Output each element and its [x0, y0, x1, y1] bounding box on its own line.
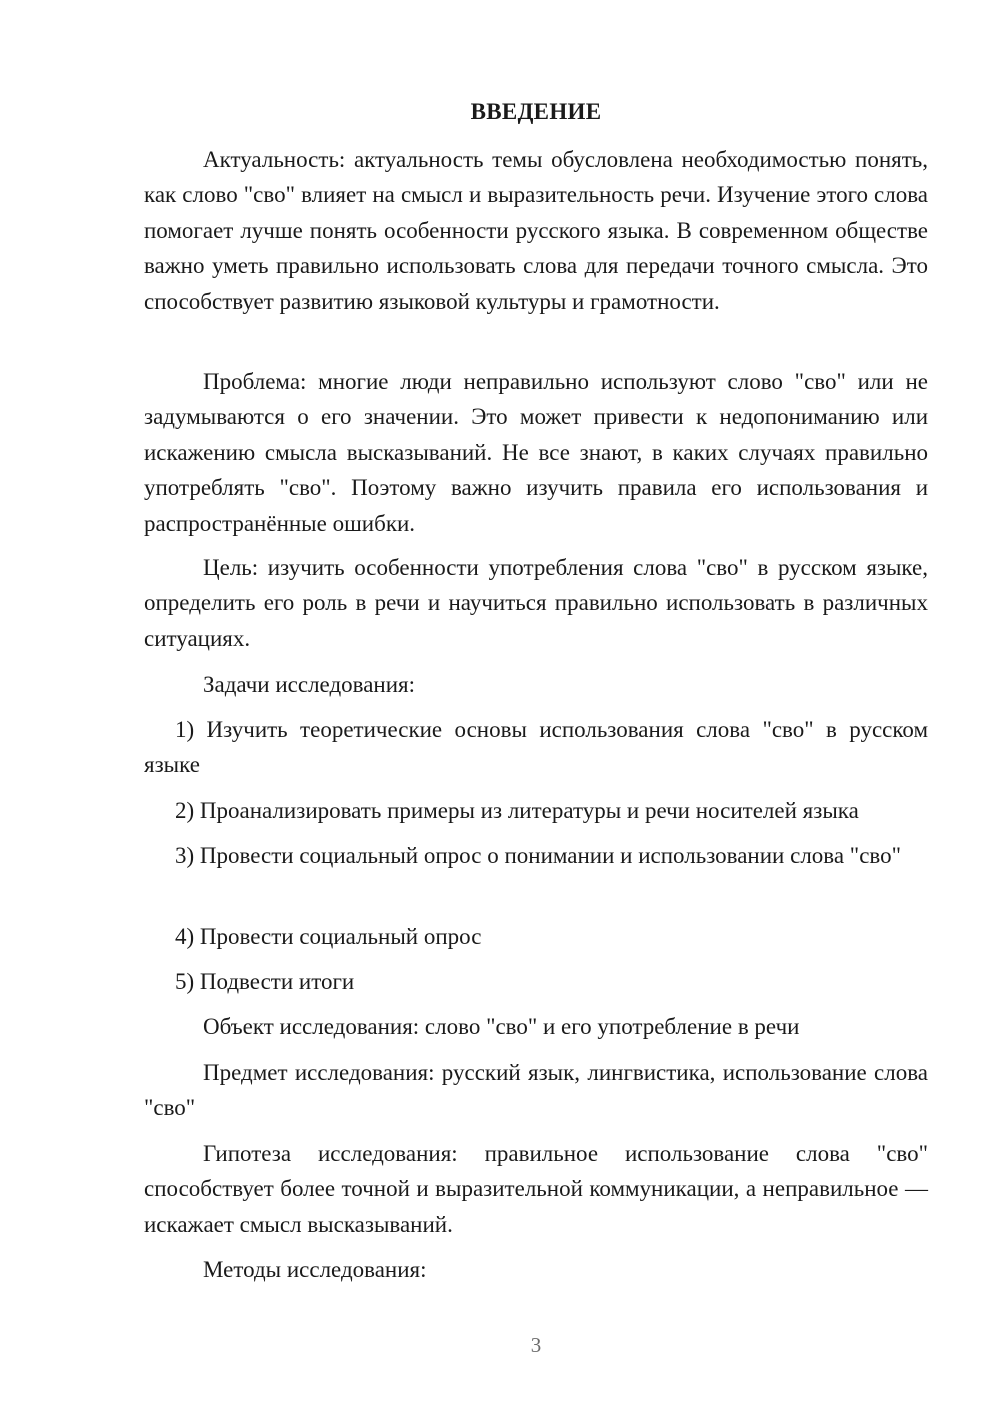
task-item-5: 5) Подвести итоги [175, 969, 355, 994]
tasks-heading: Задачи исследования: [203, 672, 416, 697]
paragraph-relevance: Актуальность: актуальность темы обусловлена необходимостью понять, как слово "сво" влияет на смысл и выразительность речи. Изучение этого слова помогает лучше понять особенности русского языка. В современном обществе важно уметь правильно использовать слова для передачи точного смысла. Это способствует развитию языковой культуры и грамотности. [144, 147, 928, 314]
task-item-2: 2) Проанализировать примеры из литературы и речи носителей языка [175, 798, 859, 823]
page-number: 3 [530, 1333, 542, 1357]
section-heading [144, 96, 928, 128]
heading-text: ВВЕДЕНИЕ [470, 99, 602, 124]
task-item-4: 4) Провести социальный опрос [175, 924, 482, 949]
paragraph-goal: Цель: изучить особенности употребления слова "сво" в русском языке, определить его роль в речи и научиться правильно использовать в различных ситуациях. [144, 555, 928, 651]
paragraph-problem: Проблема: многие люди неправильно используют слово "сво" или не задумываются о его значении. Это может привести к недопониманию или искажению смысла высказываний. Не все знают, в каких случаях правильно употреблять "сво". Поэтому важно изучить правила его использования и распространённые ошибки. [144, 369, 928, 536]
paragraph-methods: Методы исследования: [203, 1257, 427, 1282]
task-item-1: 1) Изучить теоретические основы использования слова "сво" в русском языке [144, 717, 928, 778]
task-item-3: 3) Провести социальный опрос о понимании и использовании слова "сво" [175, 843, 901, 868]
paragraph-subject: Предмет исследования: русский язык, лингвистика, использование слова "сво" [144, 1060, 928, 1121]
paragraph-object: Объект исследования: слово "сво" и его употребление в речи [203, 1014, 800, 1039]
paragraph-hypothesis: Гипотеза исследования: правильное использование слова "сво" способствует более точной и выразительной коммуникации, а неправильное — искажает смысл высказываний. [144, 1141, 928, 1237]
